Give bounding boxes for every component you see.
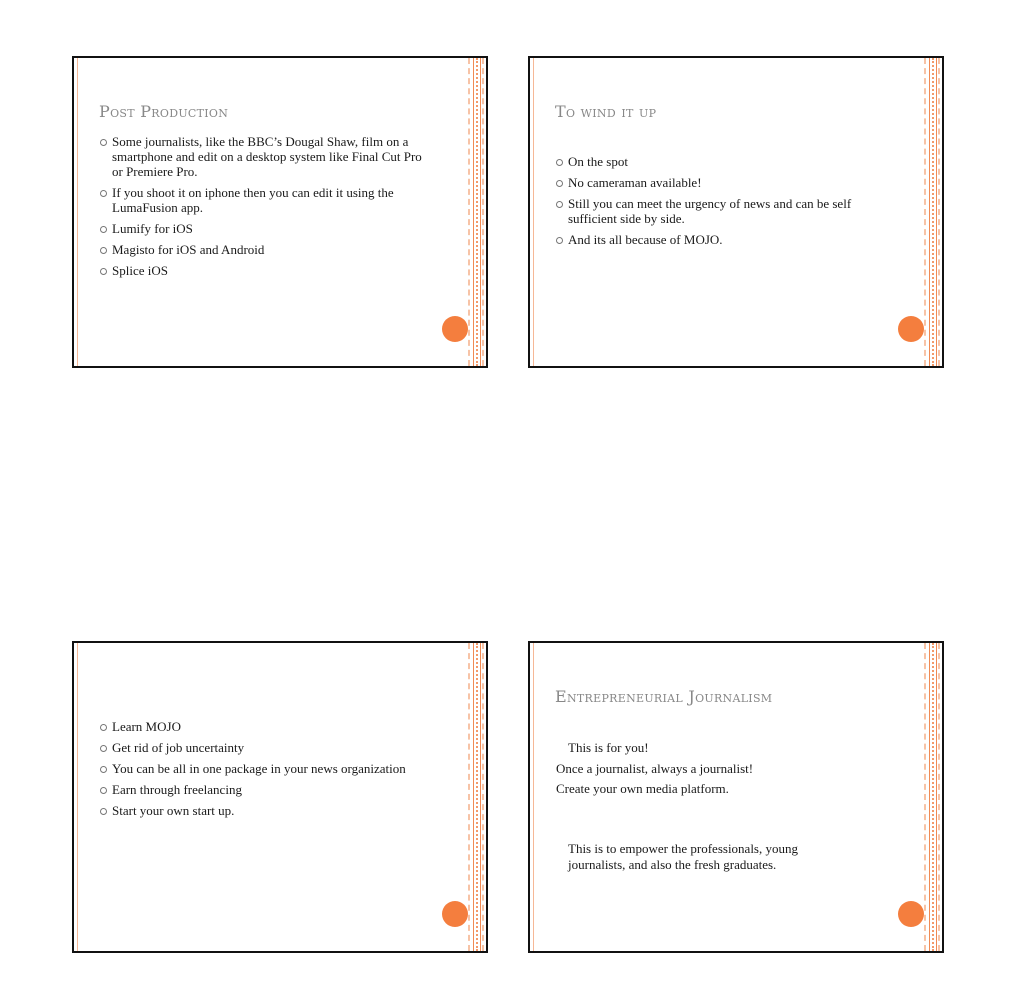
bullet-list	[556, 154, 888, 253]
orange-circle-icon	[898, 901, 924, 927]
bullet-list	[100, 719, 432, 824]
list-item: And its all because of MOJO.	[556, 232, 888, 247]
list-item: Learn MOJO	[100, 719, 432, 734]
list-item: Earn through freelancing	[100, 782, 432, 797]
circle-bullet-icon	[100, 724, 107, 731]
list-item: You can be all in one package in your news organization	[100, 761, 432, 776]
body-text-line: Create your own media platform.	[556, 781, 729, 796]
slide-title: Entrepreneurial Journalism	[555, 687, 773, 706]
circle-bullet-icon	[100, 247, 107, 254]
body-text-line: Once a journalist, always a journalist!	[556, 761, 754, 776]
slide-left-rule	[77, 643, 78, 951]
slide-learn-mojo	[72, 641, 488, 953]
circle-bullet-icon	[100, 268, 107, 275]
slide-title: To wind it up	[555, 102, 657, 121]
list-item: If you shoot it on iphone then you can edit it using the LumaFusion app.	[100, 185, 432, 215]
circle-bullet-icon	[100, 745, 107, 752]
circle-bullet-icon	[100, 190, 107, 197]
list-item: No cameraman available!	[556, 175, 888, 190]
circle-bullet-icon	[556, 237, 563, 244]
circle-bullet-icon	[100, 766, 107, 773]
body-text-line: This is to empower the professionals, young	[568, 841, 798, 856]
bullet-list	[100, 134, 432, 284]
circle-bullet-icon	[100, 139, 107, 146]
list-item: Splice iOS	[100, 263, 432, 278]
list-item: Get rid of job uncertainty	[100, 740, 432, 755]
circle-bullet-icon	[100, 226, 107, 233]
list-item: Lumify for iOS	[100, 221, 432, 236]
slide-right-stripes	[468, 643, 484, 951]
body-text-line: This is for you!	[568, 740, 649, 755]
circle-bullet-icon	[556, 159, 563, 166]
slide-post-production	[72, 56, 488, 368]
slide-title: Post Production	[99, 102, 229, 121]
list-item: On the spot	[556, 154, 888, 169]
slide-entrepreneurial-journalism	[528, 641, 944, 953]
slide-left-rule	[533, 58, 534, 366]
circle-bullet-icon	[100, 787, 107, 794]
list-item: Still you can meet the urgency of news and can be self sufficient side by side.	[556, 196, 888, 226]
slide-left-rule	[77, 58, 78, 366]
list-item: Some journalists, like the BBC’s Dougal Shaw, film on a smartphone and edit on a desktop system like Final Cut Pro or Premiere Pro.	[100, 134, 432, 179]
orange-circle-icon	[442, 901, 468, 927]
circle-bullet-icon	[556, 201, 563, 208]
slide-right-stripes	[924, 643, 940, 951]
body-text-line: journalists, and also the fresh graduates.	[568, 857, 777, 872]
list-item: Start your own start up.	[100, 803, 432, 818]
list-item: Magisto for iOS and Android	[100, 242, 432, 257]
slide-right-stripes	[924, 58, 940, 366]
slide-left-rule	[533, 643, 534, 951]
slide-wind-it-up	[528, 56, 944, 368]
circle-bullet-icon	[556, 180, 563, 187]
orange-circle-icon	[898, 316, 924, 342]
circle-bullet-icon	[100, 808, 107, 815]
orange-circle-icon	[442, 316, 468, 342]
slide-right-stripes	[468, 58, 484, 366]
